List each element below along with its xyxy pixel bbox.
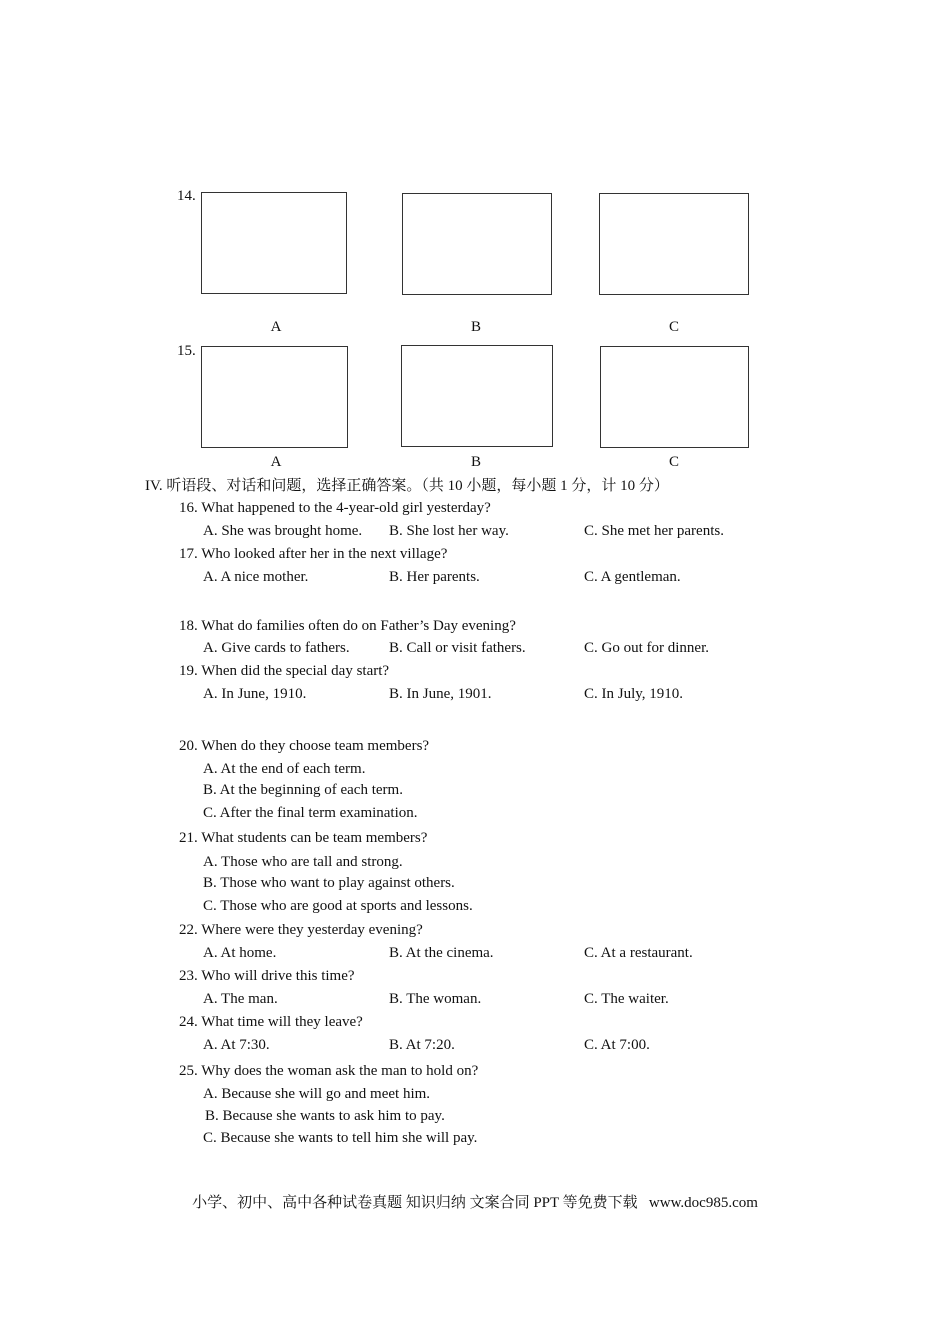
question-22: 22. Where were they yesterday evening? <box>179 922 423 938</box>
question-19-option-a[interactable]: A. In June, 1910. <box>203 686 307 702</box>
page-footer: 小学、初中、高中各种试卷真题 知识归纳 文案合同 PPT 等免费下载 www.doc985.com <box>192 1195 758 1211</box>
question-19-option-c[interactable]: C. In July, 1910. <box>584 686 684 702</box>
question-25-option-c[interactable]: C. Because she wants to tell him she will pay. <box>203 1130 478 1146</box>
question-22-option-a[interactable]: A. At home. <box>203 945 277 961</box>
question-23-option-b[interactable]: B. The woman. <box>389 991 482 1007</box>
question-15-label-b: B <box>470 454 481 470</box>
question-21-option-b[interactable]: B. Those who want to play against others. <box>203 875 455 891</box>
question-24: 24. What time will they leave? <box>179 1014 363 1030</box>
question-16-option-a[interactable]: A. She was brought home. <box>203 523 363 539</box>
question-18: 18. What do families often do on Father’s Day evening? <box>179 618 516 634</box>
question-23-option-a[interactable]: A. The man. <box>203 991 278 1007</box>
question-20-option-c[interactable]: C. After the final term examination. <box>203 805 418 821</box>
question-22-option-b[interactable]: B. At the cinema. <box>389 945 494 961</box>
question-18-option-c[interactable]: C. Go out for dinner. <box>584 640 709 656</box>
question-14-label-c: C <box>668 319 679 335</box>
question-24-option-b[interactable]: B. At 7:20. <box>389 1037 455 1053</box>
question-24-option-c[interactable]: C. At 7:00. <box>584 1037 650 1053</box>
question-16-option-c[interactable]: C. She met her parents. <box>584 523 724 539</box>
question-20-option-a[interactable]: A. At the end of each term. <box>203 761 366 777</box>
question-17-option-b[interactable]: B. Her parents. <box>389 569 480 585</box>
question-23-option-c[interactable]: C. The waiter. <box>584 991 669 1007</box>
question-17: 17. Who looked after her in the next village? <box>179 546 448 562</box>
question-21-option-a[interactable]: A. Those who are tall and strong. <box>203 854 403 870</box>
question-25-option-b[interactable]: B. Because she wants to ask him to pay. <box>205 1108 445 1124</box>
question-14-picture-b[interactable] <box>402 193 552 295</box>
question-15-picture-c[interactable] <box>600 346 749 448</box>
question-18-option-a[interactable]: A. Give cards to fathers. <box>203 640 350 656</box>
question-17-option-a[interactable]: A. A nice mother. <box>203 569 309 585</box>
question-24-option-a[interactable]: A. At 7:30. <box>203 1037 270 1053</box>
question-14-picture-a[interactable] <box>201 192 347 294</box>
question-21-option-c[interactable]: C. Those who are good at sports and lessons. <box>203 898 473 914</box>
question-25: 25. Why does the woman ask the man to hold on? <box>179 1063 479 1079</box>
question-14-picture-c[interactable] <box>599 193 749 295</box>
question-16: 16. What happened to the 4-year-old girl yesterday? <box>179 500 491 516</box>
question-16-option-b[interactable]: B. She lost her way. <box>389 523 509 539</box>
question-21: 21. What students can be team members? <box>179 830 428 846</box>
question-22-option-c[interactable]: C. At a restaurant. <box>584 945 693 961</box>
question-15-picture-a[interactable] <box>201 346 348 448</box>
question-19-option-b[interactable]: B. In June, 1901. <box>389 686 492 702</box>
question-15-label-a: A <box>270 454 282 470</box>
question-15-number: 15. <box>177 343 196 359</box>
question-14-label-a: A <box>270 319 282 335</box>
question-15-label-c: C <box>668 454 679 470</box>
question-25-option-a[interactable]: A. Because she will go and meet him. <box>203 1086 431 1102</box>
question-19: 19. When did the special day start? <box>179 663 390 679</box>
question-20-option-b[interactable]: B. At the beginning of each term. <box>203 782 403 798</box>
section-4-heading: IV. 听语段、对话和问题，选择正确答案。（共 10 小题，每小题 1 分，计 10 分） <box>145 478 669 494</box>
question-23: 23. Who will drive this time? <box>179 968 355 984</box>
question-15-picture-b[interactable] <box>401 345 553 447</box>
question-18-option-b[interactable]: B. Call or visit fathers. <box>389 640 526 656</box>
question-20: 20. When do they choose team members? <box>179 738 430 754</box>
question-14-label-b: B <box>470 319 481 335</box>
question-14-number: 14. <box>177 188 196 204</box>
question-17-option-c[interactable]: C. A gentleman. <box>584 569 681 585</box>
